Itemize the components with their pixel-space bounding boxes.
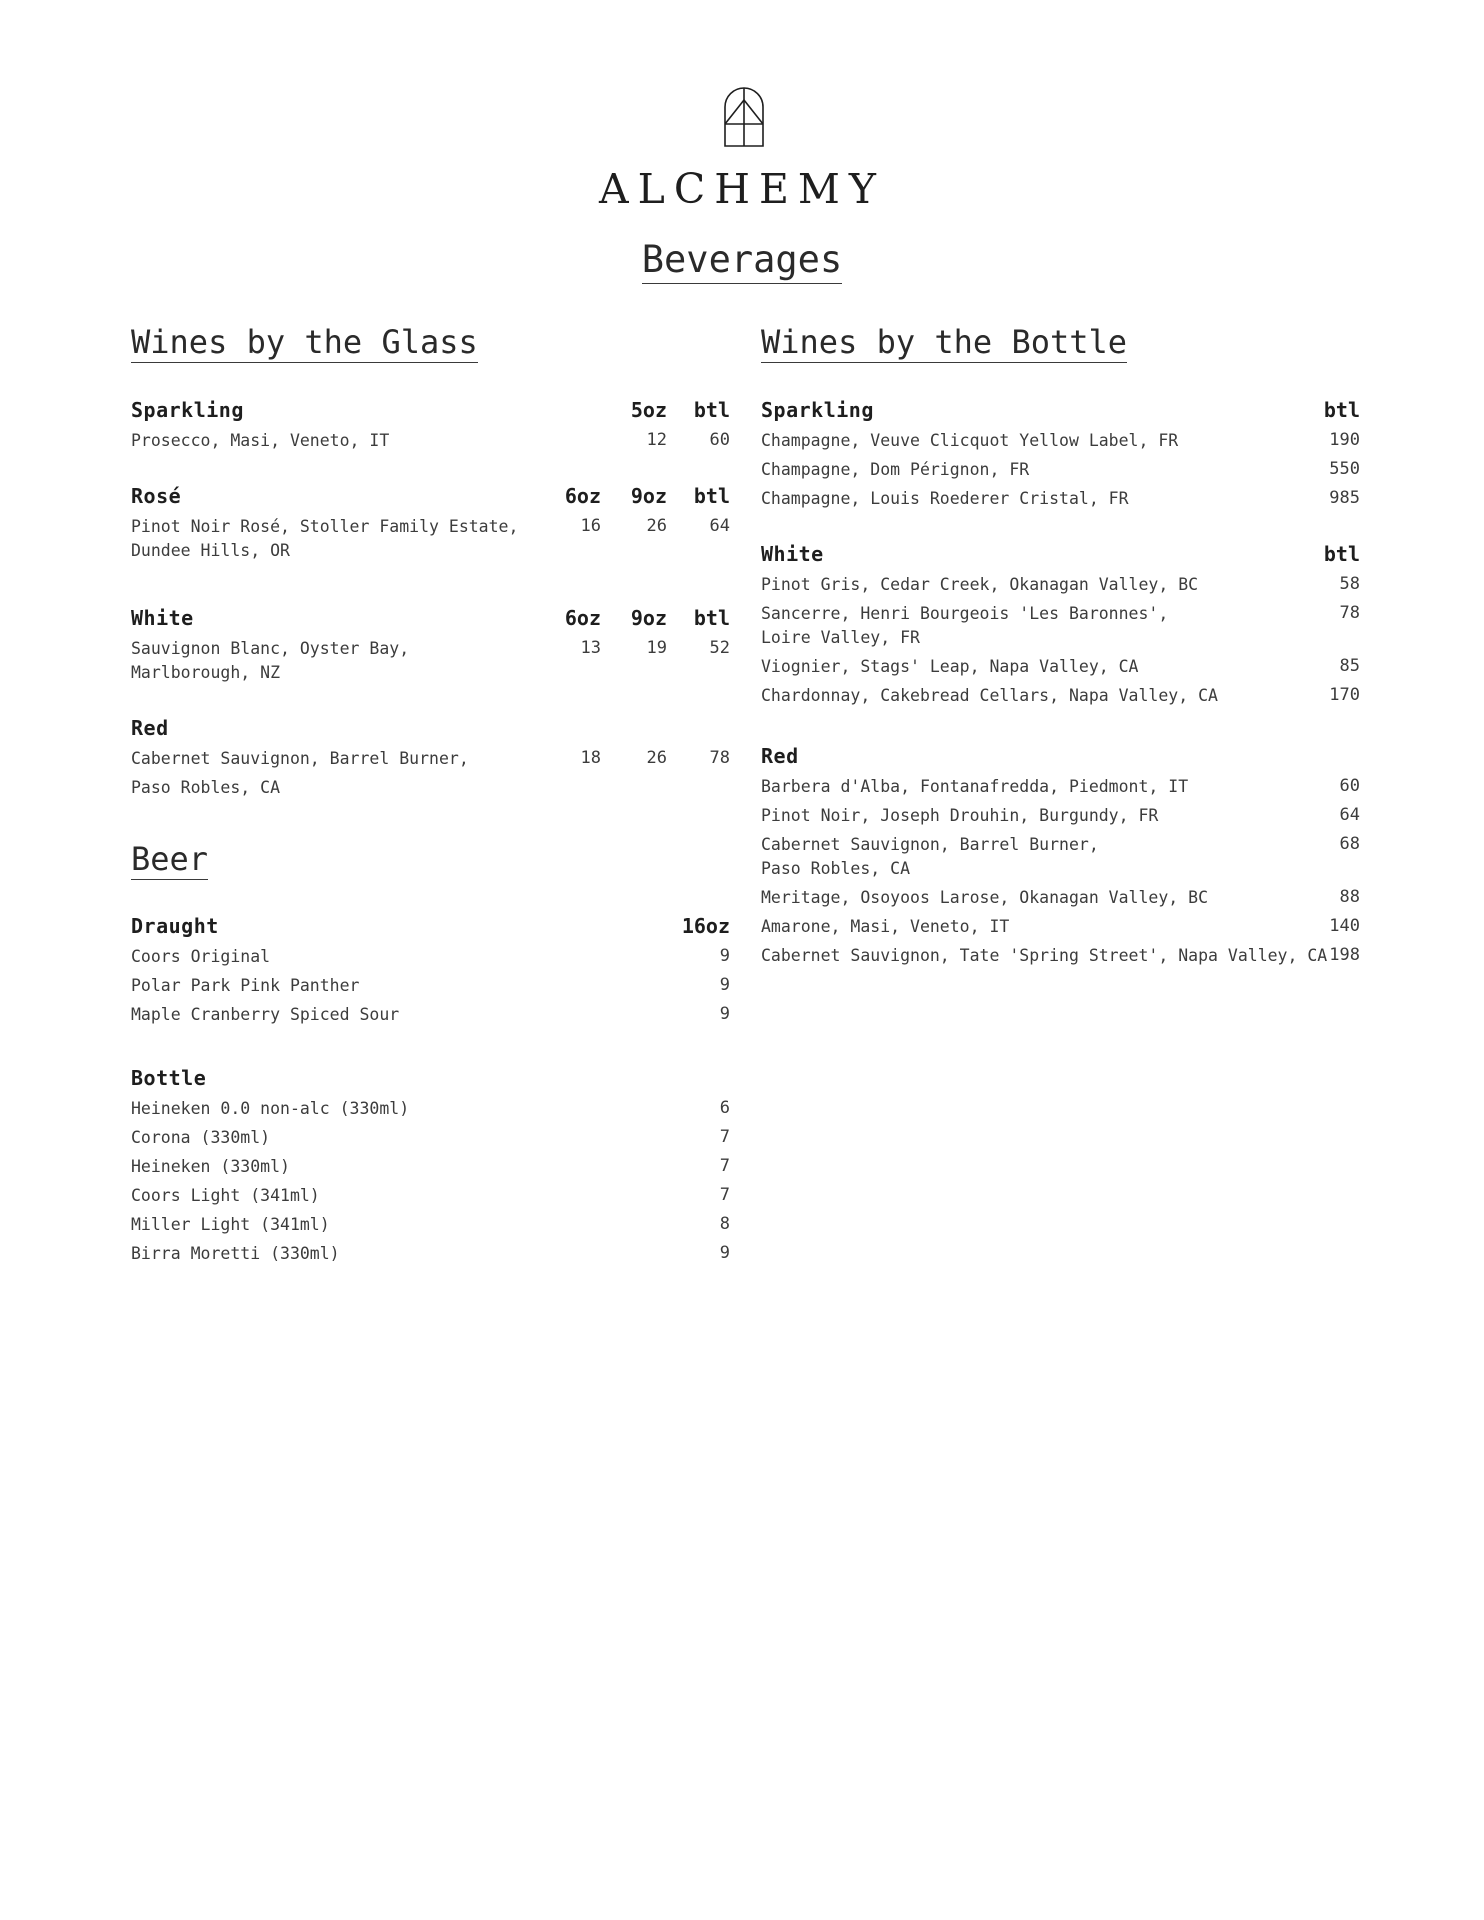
group-header	[131, 484, 730, 514]
brand-name: ALCHEMY	[599, 165, 885, 213]
item-name: Viognier, Stags' Leap, Napa Valley, CA	[761, 657, 1139, 676]
item-name: Champagne, Veuve Clicquot Yellow Label, FR	[761, 431, 1179, 450]
group-header	[131, 398, 730, 428]
item-name: Sauvignon Blanc, Oyster Bay,	[131, 639, 410, 658]
bottle-red-group	[761, 744, 1360, 972]
wines-by-bottle-title: Wines by the Bottle	[761, 323, 1128, 361]
list-item	[131, 973, 730, 1002]
item-name: Pinot Noir Rosé, Stoller Family Estate,	[131, 517, 519, 536]
column-header: btl	[693, 484, 730, 508]
wines-by-glass-title: Wines by the Glass	[131, 323, 478, 361]
column-header: btl	[693, 606, 730, 630]
group-name: White	[131, 606, 194, 630]
item-name: Miller Light (341ml)	[131, 1215, 330, 1234]
item-price: 13	[580, 638, 601, 658]
item-name-line-2: Paso Robles, CA	[131, 778, 281, 797]
beer-title: Beer	[131, 840, 209, 878]
list-item	[131, 1096, 730, 1125]
page-title: Beverages	[642, 238, 842, 284]
group-header	[131, 1066, 730, 1096]
column-header: 6oz	[564, 606, 601, 630]
item-price: 6	[719, 1098, 730, 1118]
item-name: Barbera d'Alba, Fontanafredda, Piedmont, IT	[761, 777, 1189, 796]
glass-white-group	[131, 606, 730, 686]
item-name: Cabernet Sauvignon, Tate 'Spring Street', Napa Valley, CA	[761, 946, 1328, 965]
item-price: 140	[1329, 916, 1360, 936]
item-name: Champagne, Dom Pérignon, FR	[761, 460, 1030, 479]
item-price: 9	[719, 975, 730, 995]
list-item	[131, 428, 730, 453]
column-header: 6oz	[564, 484, 601, 508]
glass-red-group	[131, 716, 730, 800]
item-name: Meritage, Osoyoos Larose, Okanagan Valley, BC	[761, 888, 1209, 907]
list-item	[761, 832, 1360, 885]
item-name: Cabernet Sauvignon, Barrel Burner,	[131, 749, 469, 768]
item-price: 60	[709, 430, 730, 450]
item-name: Cabernet Sauvignon, Barrel Burner,	[761, 835, 1099, 854]
item-price: 7	[719, 1185, 730, 1205]
list-item	[761, 943, 1360, 972]
column-header: 9oz	[630, 606, 667, 630]
list-item	[761, 683, 1360, 712]
group-header	[131, 606, 730, 636]
item-price: 550	[1329, 459, 1360, 479]
list-item	[761, 601, 1360, 654]
item-name: Sancerre, Henri Bourgeois 'Les Baronnes',	[761, 604, 1169, 623]
item-name: Chardonnay, Cakebread Cellars, Napa Valley, CA	[761, 686, 1218, 705]
list-item	[761, 457, 1360, 486]
bottle-white-group	[761, 542, 1360, 712]
item-name: Birra Moretti (330ml)	[131, 1244, 340, 1263]
list-item	[761, 914, 1360, 943]
item-price: 19	[646, 638, 667, 658]
item-price: 60	[1339, 776, 1360, 796]
column-header: 16oz	[681, 914, 730, 938]
item-price: 7	[719, 1156, 730, 1176]
group-name: White	[761, 542, 824, 566]
item-price: 16	[580, 516, 601, 536]
group-name: Sparkling	[131, 398, 244, 422]
group-name: Sparkling	[761, 398, 874, 422]
item-price: 18	[580, 748, 601, 768]
list-item	[131, 944, 730, 973]
group-header	[761, 398, 1360, 428]
item-price: 78	[709, 748, 730, 768]
group-header	[131, 914, 730, 944]
group-name: Draught	[131, 914, 219, 938]
list-item	[131, 1241, 730, 1270]
item-price: 9	[719, 1004, 730, 1024]
group-name: Rosé	[131, 484, 182, 508]
item-price: 190	[1329, 430, 1360, 450]
list-item	[131, 1154, 730, 1183]
item-name: Amarone, Masi, Veneto, IT	[761, 917, 1010, 936]
bottle-sparkling-group	[761, 398, 1360, 515]
column-header: 5oz	[630, 398, 667, 422]
item-price: 170	[1329, 685, 1360, 705]
item-name: Maple Cranberry Spiced Sour	[131, 1005, 400, 1024]
column-header: btl	[693, 398, 730, 422]
item-name-line-2: Loire Valley, FR	[761, 628, 920, 647]
list-item	[131, 1002, 730, 1031]
item-price: 9	[719, 946, 730, 966]
item-price: 198	[1329, 945, 1360, 965]
item-price: 985	[1329, 488, 1360, 508]
item-name: Corona (330ml)	[131, 1128, 271, 1147]
item-name: Polar Park Pink Panther	[131, 976, 360, 995]
list-item	[761, 486, 1360, 515]
item-price: 26	[646, 748, 667, 768]
list-item	[761, 572, 1360, 601]
item-price: 52	[709, 638, 730, 658]
item-name: Coors Original	[131, 947, 271, 966]
item-name-line-2: Marlborough, NZ	[131, 663, 281, 682]
group-name: Red	[131, 716, 169, 740]
beer-bottle-group	[131, 1066, 730, 1270]
item-name: Coors Light (341ml)	[131, 1186, 320, 1205]
item-name: Champagne, Louis Roederer Cristal, FR	[761, 489, 1129, 508]
page-title-wrap	[0, 238, 1484, 284]
column-header: 9oz	[630, 484, 667, 508]
list-item	[131, 746, 730, 800]
item-price: 58	[1339, 574, 1360, 594]
column-header: btl	[1323, 542, 1360, 566]
list-item	[761, 885, 1360, 914]
item-name: Pinot Gris, Cedar Creek, Okanagan Valley, BC	[761, 575, 1199, 594]
item-price: 88	[1339, 887, 1360, 907]
item-name-line-2: Paso Robles, CA	[761, 859, 911, 878]
group-name: Red	[761, 744, 799, 768]
item-name-line-2: Dundee Hills, OR	[131, 541, 290, 560]
list-item	[131, 514, 730, 564]
alchemy-logo-icon	[722, 86, 766, 148]
list-item	[131, 1125, 730, 1154]
group-header	[761, 744, 1360, 774]
item-price: 85	[1339, 656, 1360, 676]
item-price: 78	[1339, 603, 1360, 623]
list-item	[761, 428, 1360, 457]
glass-rose-group	[131, 484, 730, 564]
glass-sparkling-group	[131, 398, 730, 453]
item-name: Pinot Noir, Joseph Drouhin, Burgundy, FR	[761, 806, 1159, 825]
list-item	[761, 803, 1360, 832]
item-price: 8	[719, 1214, 730, 1234]
list-item	[131, 636, 730, 686]
item-price: 9	[719, 1243, 730, 1263]
list-item	[761, 654, 1360, 683]
list-item	[761, 774, 1360, 803]
item-price: 12	[646, 430, 667, 450]
item-price: 26	[646, 516, 667, 536]
item-name: Heineken (330ml)	[131, 1157, 290, 1176]
item-name: Prosecco, Masi, Veneto, IT	[131, 431, 390, 450]
group-header	[761, 542, 1360, 572]
item-price: 64	[1339, 805, 1360, 825]
column-header: btl	[1323, 398, 1360, 422]
item-price: 64	[709, 516, 730, 536]
group-name: Bottle	[131, 1066, 207, 1090]
list-item	[131, 1183, 730, 1212]
item-price: 7	[719, 1127, 730, 1147]
list-item	[131, 1212, 730, 1241]
beer-draught-group	[131, 914, 730, 1031]
item-name: Heineken 0.0 non-alc (330ml)	[131, 1099, 410, 1118]
item-price: 68	[1339, 834, 1360, 854]
group-header	[131, 716, 730, 746]
